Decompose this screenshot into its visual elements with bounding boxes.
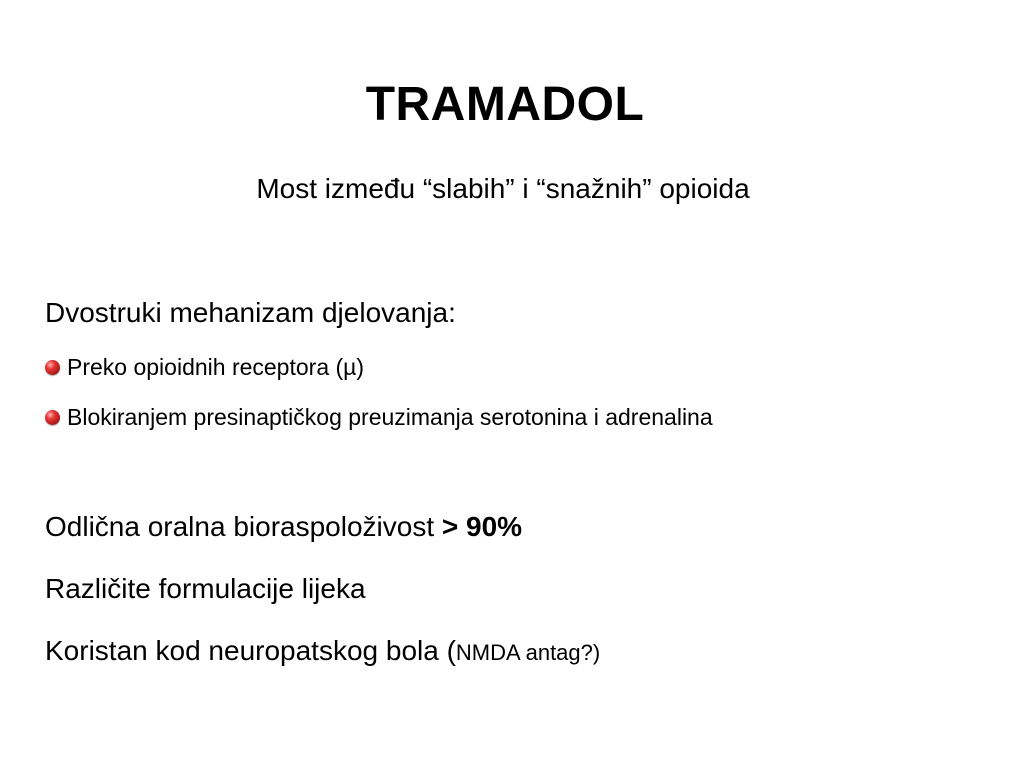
bioavailability-value: > 90% bbox=[441, 511, 523, 542]
bullet-text: Preko opioidnih receptora (µ) bbox=[67, 354, 365, 380]
bullet-item-opioid-receptors bbox=[45, 353, 364, 381]
slide-title: TRAMADOL bbox=[365, 78, 645, 131]
mechanism-heading: Dvostruki mehanizam djelovanja: bbox=[45, 297, 456, 328]
bioavailability-text: Odlična oralna bioraspoloživost bbox=[45, 511, 442, 542]
neuropathic-note: NMDA antag?) bbox=[455, 640, 601, 665]
bullet-item-reuptake-block bbox=[45, 403, 713, 431]
slide-subtitle: Most između “slabih” i “snažnih” opioida bbox=[256, 173, 750, 204]
red-sphere-bullet-icon bbox=[45, 360, 60, 375]
red-sphere-bullet-icon bbox=[45, 410, 60, 425]
formulations-line: Različite formulacije lijeka bbox=[45, 573, 366, 604]
bullet-text: Blokiranjem presinaptičkog preuzimanja serotonina i adrenalina bbox=[67, 404, 713, 430]
neuropathic-line bbox=[45, 634, 600, 670]
neuropathic-text: Koristan kod neuropatskog bola ( bbox=[45, 635, 456, 666]
bioavailability-line bbox=[45, 510, 522, 544]
